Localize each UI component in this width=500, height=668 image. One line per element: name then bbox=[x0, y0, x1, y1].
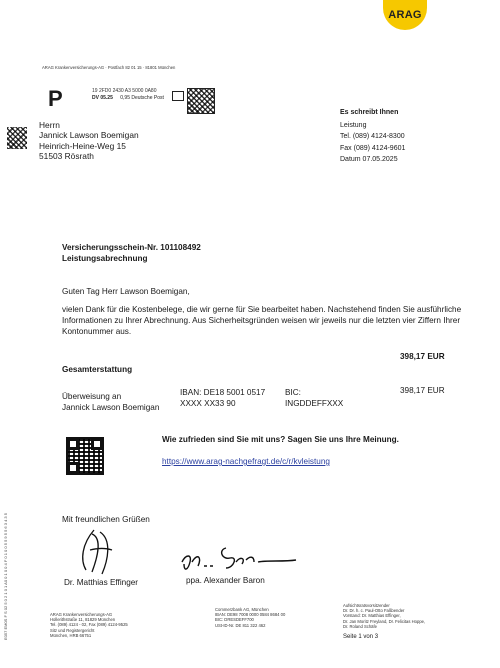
footer-bank-line: BIC: DRESDEFF700 bbox=[215, 617, 254, 623]
footer-company-line: Sitz und Registergericht bbox=[50, 627, 95, 633]
signer-left: Dr. Matthias Effinger bbox=[64, 578, 139, 587]
greeting: Guten Tag Herr Lawson Boemigan, bbox=[62, 287, 190, 296]
sender-line: ARAG Krankenversicherungs-AG · Postfach 82 01 15 · 81801 München bbox=[42, 65, 176, 70]
footer-board-line: Vorstand: Dr. Matthias Effinger, bbox=[343, 613, 401, 619]
iban-line-2: XXXX XX33 90 bbox=[180, 398, 236, 408]
signer-right: ppa. Alexander Baron bbox=[186, 576, 265, 585]
logo-text: ARAG bbox=[388, 9, 422, 21]
transfer-recipient bbox=[62, 392, 159, 414]
bic-label: BIC: bbox=[285, 388, 301, 397]
side-code: E057 EM0S F S 02 5 0 2 1 0 1 A0 0 1 0 0 4 F 0 1 0 0 5 5 9 5 5 6 3 4 3 5 bbox=[3, 513, 8, 640]
survey-qr-code bbox=[66, 437, 104, 475]
iban-line-1: IBAN: DE18 5001 0517 bbox=[180, 388, 266, 397]
post-horn-icon bbox=[172, 91, 184, 101]
postage-p-mark: P bbox=[48, 86, 63, 111]
total-amount: 398,17 EUR bbox=[400, 352, 445, 361]
transfer-bic bbox=[285, 388, 343, 410]
transfer-label: Überweisung an bbox=[62, 392, 122, 401]
arag-logo bbox=[383, 0, 427, 30]
body-paragraph: vielen Dank für die Kostenbelege, die wir gerne für Sie bearbeitet haben. Nachstehend finden Sie ausführliche Informationen zu Ihrer Abrechnung. Aus Sicherheitsgründen weisen wir jeweils nur die letzten vier Ziffern Ihrer Kontonummer aus. bbox=[62, 305, 462, 336]
transfer-iban bbox=[180, 388, 265, 410]
footer-board-line: Dr. Roland Schäfe bbox=[343, 623, 377, 629]
recipient-name: Jannick Lawson Boemigan bbox=[39, 130, 139, 141]
recipient-street: Heinrich-Heine-Weg 15 bbox=[39, 140, 126, 151]
bic-value: INGDDEFFXXX bbox=[285, 398, 344, 408]
address-matrix-code bbox=[7, 127, 27, 149]
signature-right bbox=[178, 540, 308, 576]
subject-type: Leistungsabrechnung bbox=[62, 253, 148, 263]
contact-tel: Tel. (089) 4124-8300 bbox=[340, 133, 405, 140]
postage-line-1: 19 2FD0 2430 A3 5000 0A80 bbox=[92, 88, 157, 94]
contact-dept: Leistung bbox=[340, 121, 367, 129]
footer-company-line: München, HRB 66751 bbox=[50, 632, 92, 638]
footer-company-line: ARAG Krankenversicherungs-AG bbox=[50, 612, 113, 617]
postage-dv: DV 05.25 bbox=[92, 95, 113, 101]
footer-bank-line: USt-ID-Nr. DE 811 322 462 bbox=[215, 622, 266, 628]
postage-line-2 bbox=[92, 95, 164, 101]
footer-company bbox=[50, 612, 128, 638]
survey-link[interactable]: https://www.arag-nachgefragt.de/c/r/kvleistung bbox=[162, 457, 330, 466]
footer-board bbox=[343, 603, 425, 629]
recipient-city: 51503 Rösrath bbox=[39, 151, 94, 162]
footer-bank-line: Commerzbank AG, München bbox=[215, 607, 269, 612]
contact-heading: Es schreibt Ihnen bbox=[340, 109, 399, 116]
survey-heading: Wie zufrieden sind Sie mit uns? Sagen Sie uns Ihre Meinung. bbox=[162, 435, 399, 444]
footer-bank-line: IBAN: DE98 7008 0000 0584 8684 00 bbox=[215, 612, 286, 618]
footer-bank bbox=[215, 607, 285, 628]
footer-company-line: Hollerithstraße 11, 81829 München bbox=[50, 617, 116, 623]
transfer-name: Jannick Lawson Boemigan bbox=[62, 402, 160, 412]
postage-matrix-code bbox=[187, 88, 215, 114]
contact-date: Datum 07.05.2025 bbox=[340, 156, 398, 163]
contact-block bbox=[340, 108, 405, 165]
footer-board-line: Dr. Dr. h. c. Paul-Otto Faßbender bbox=[343, 608, 405, 614]
postage-price: 0,95 Deutsche Post bbox=[120, 95, 164, 101]
signature-left bbox=[72, 526, 132, 576]
footer-company-line: Tel. (089) 4124 - 02, Fax (089) 4124-9525 bbox=[50, 622, 128, 628]
closing: Mit freundlichen Grüßen bbox=[62, 515, 150, 524]
footer-board-line: Aufsichtsratsvorsitzender bbox=[343, 603, 390, 608]
subject bbox=[62, 243, 201, 265]
total-label: Gesamterstattung bbox=[62, 365, 133, 374]
transfer-amount: 398,17 EUR bbox=[400, 386, 445, 395]
recipient-address bbox=[39, 120, 139, 162]
footer-board-line: Dr. Jan Moritz Freyland, Dr. Felicitas Hoppe, bbox=[343, 618, 426, 624]
recipient-salutation: Herrn bbox=[39, 120, 60, 130]
policy-number: Versicherungsschein-Nr. 101108492 bbox=[62, 243, 201, 252]
contact-fax: Fax (089) 4124-9601 bbox=[340, 144, 406, 152]
page-number: Seite 1 von 3 bbox=[343, 634, 379, 640]
